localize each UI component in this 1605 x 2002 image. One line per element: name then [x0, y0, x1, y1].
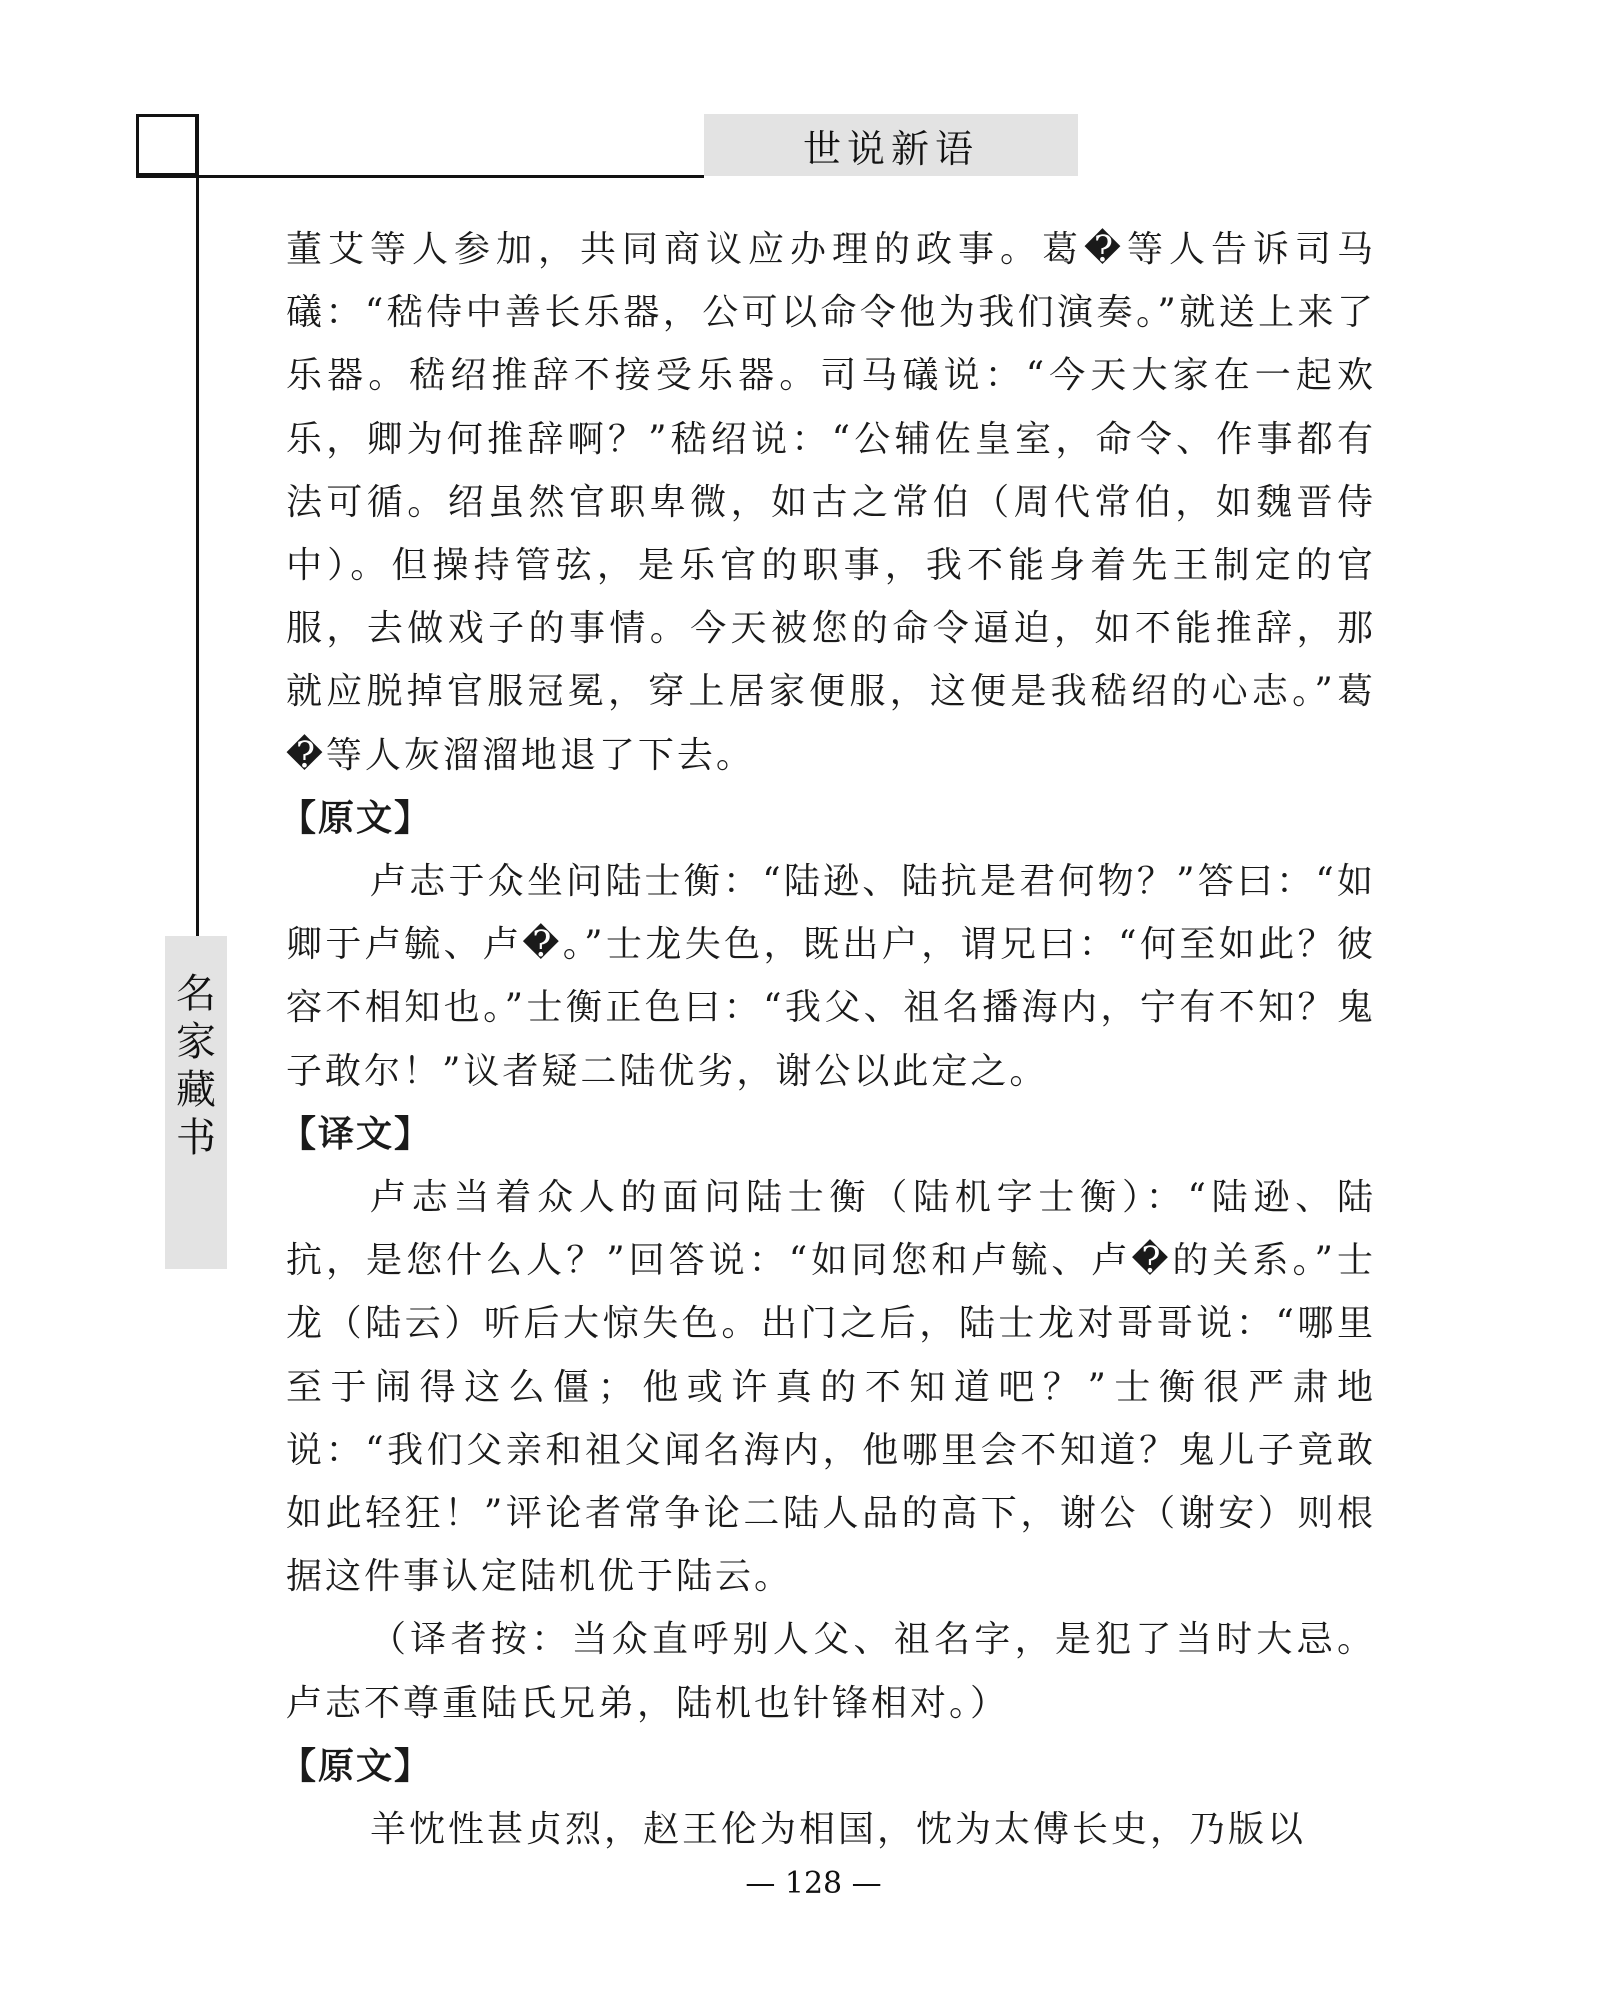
- paragraph: 卢志当着众人的面问陆士衡（陆机字士衡）：“陆逊、陆抗，是您什么人？”回答说：“如同您和卢毓、卢�的关系。”士龙（陆云）听后大惊失色。出门之后，陆士龙对哥哥说：“哪里至于闹得这么僵；他或许真的不知道吧？”士衡很严肃地说：“我们父亲和祖父闻名海内，他哪里会不知道？鬼儿子竟敢如此轻狂！”评论者常争论二陆人品的高下，谢公（谢安）则根据这件事认定陆机优于陆云。: [286, 1177, 1376, 1598]
- running-header: [704, 114, 1078, 176]
- header-rule: [136, 175, 704, 178]
- side-tab: [165, 936, 227, 1269]
- paragraph: 卢志于众坐问陆士衡：“陆逊、陆抗是君何物？”答曰：“如卿于卢毓、卢�。”士龙失色，既出户，谓兄曰：“何至如此？彼容不相知也。”士衡正色曰：“我父、祖名播海内，宁有不知？鬼子敢尔！”议者疑二陆优劣，谢公以此定之。: [286, 861, 1376, 1092]
- side-tab-char: 名: [176, 971, 216, 1017]
- paragraph: 羊忱性甚贞烈，赵王伦为相国，忱为太傅长史，乃版以: [370, 1809, 1307, 1851]
- translator-note: （译者按：当众直呼别人父、祖名字，是犯了当时大忌。卢志不尊重陆氏兄弟，陆机也针锋相对。）: [286, 1619, 1376, 1724]
- paragraph: [286, 218, 1376, 787]
- side-tab-char: 书: [176, 1115, 216, 1161]
- corner-box-decoration: [136, 114, 198, 176]
- side-tab-char: 藏: [176, 1067, 216, 1113]
- paragraph-line: 董艾等人参加，共同商议应办理的政事。葛�等人告诉司马: [286, 229, 1376, 270]
- margin-rule: [196, 114, 199, 936]
- book-title: 世说新语: [802, 126, 979, 171]
- section-heading-translation: 【译文】: [280, 1113, 433, 1155]
- side-tab-char: 家: [176, 1019, 216, 1065]
- page-number: — 128 —: [745, 1866, 882, 1901]
- page-body: [280, 218, 1376, 1861]
- paragraph-text: 礒：“嵇侍中善长乐器，公可以命令他为我们演奏。”就送上来了乐器。嵇绍推辞不接受乐器。司马礒说：“今天大家在一起欢乐，卿为何推辞啊？”嵇绍说：“公辅佐皇室，命令、作事都有法可循。绍虽然官职卑微，如古之常伯（周代常伯，如魏晋侍中）。但操持管弦，是乐官的职事，我不能身着先王制定的官服，去做戏子的事情。今天被您的命令逼迫，如不能推辞，那就应脱掉官服冠冕，穿上居家便服，这便是我嵇绍的心志。”葛�等人灰溜溜地退了下去。: [286, 292, 1376, 776]
- section-heading-original: 【原文】: [280, 797, 433, 839]
- section-heading-original: 【原文】: [280, 1745, 433, 1787]
